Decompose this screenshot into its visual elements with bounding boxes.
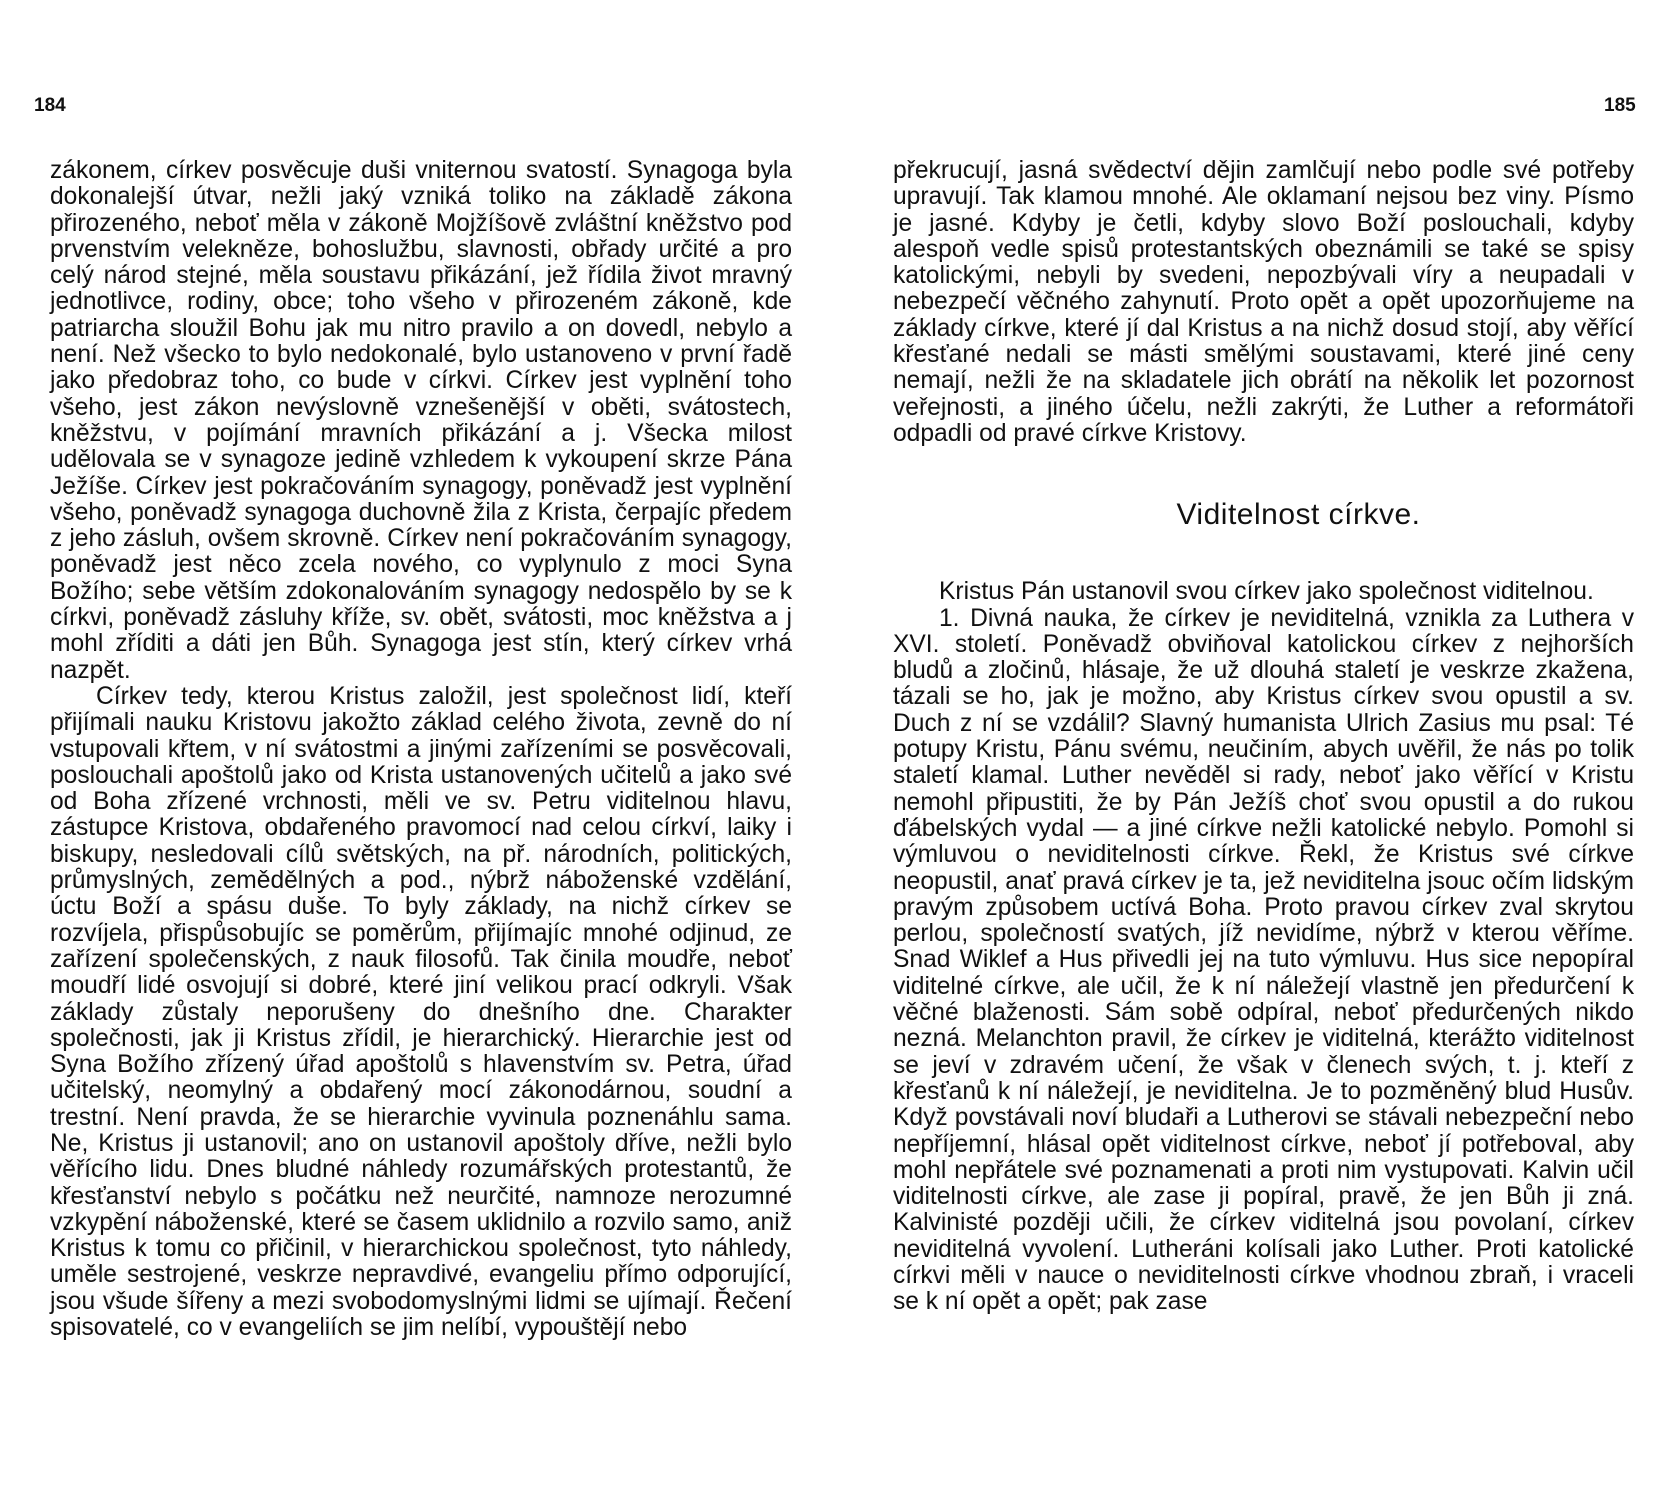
left-paragraph-continuation: zákonem, církev posvěcuje duši vniternou svatostí. Synagoga byla dokonalejší útvar, nežli jaký vzniká toliko na základě zákona přirozeného, neboť měla v zákoně Mojžíšově zvláštní kněžstvo pod prvenstvím velekněze, bohoslužbu, slavnosti, obřady určité a pro celý národ stejné, měla soustavu přikázání, jež řídila život mravný jednotlivce, rodiny, obce; toho všeho v přirozeném zákoně, kde patriarcha sloužil Bohu jak mu nitro pravilo a on dovedl, nebylo a není. Než všecko to bylo nedokonalé, bylo ustanoveno v první řadě jako předobraz toho, co bude v církvi. Církev jest vyplnění toho všeho, jest zákon nevýslovně vznešenější v oběti, svátostech, kněžstvu, v pojímání mravních přikázání a j. Všecka milost udělovala se v synagoze jedině vzhledem k vykoupení skrze Pána Ježíše. Církev jest pokračováním synagogy, poněvadž jest vyplnění všeho, poněvadž synagoga duchovně žila z Krista, čerpajíc předem z jeho zásluh, ovšem skrovně. Církev není pokračováním synagogy, poněvadž jest něco zcela nového, co vyplynulo z moci Syna Božího; sebe větším zdokonalováním synagogy nedospělo by se k církvi, poněvadž zásluhy kříže, sv. obět, svátosti, moc kněžstva a j mohl zříditi a dáti jen Bůh. Synagoga jest stín, který církev vrhá nazpět.: [50, 157, 792, 684]
right-page-text-column: [893, 158, 1634, 1316]
left-page-number: 184: [34, 95, 66, 116]
right-page-number: 185: [1604, 95, 1636, 116]
numbered-paragraph-1: 1. Divná nauka, že církev je neviditelná, vznikla za Luthera v XVI. století. Poněvadž obviňoval katolickou církev z nejhorších bludů a zločinů, hlásaje, že už dlouhá staletí je veskrze zkažena, tázali se ho, jak je možno, aby Kristus církev svou opustil a sv. Duch z ní se vzdálil? Slavný humanista Ulrich Zasius mu psal: Té potupy Kristu, Pánu svému, neučiním, abych uvěřil, že nás po tolik staletí klamal. Luther nevěděl si rady, neboť jako věřící v Kristu nemohl připustiti, že by Pán Ježíš choť svou opustil a do rukou ďábelských vydal — a jiné církve nežli katolické nebylo. Pomohl si výmluvou o neviditelnosti církve. Řekl, že Kristus své církve neopustil, anať pravá církev je ta, jež neviditelna jsouc očím lidským pravým způsobem uctívá Boha. Proto pravou církev zval skrytou perlou, společností svatých, jíž nevidíme, nýbrž v kterou věříme. Snad Wiklef a Hus přivedli jej na tuto výmluvu. Hus sice nepopíral viditelné církve, ale učil, že k ní náležejí vlastně jen předurčení k věčné blaženosti. Sám sobě odpíral, neboť předurčených nikdo nezná. Melanchton pravil, že církev je viditelná, kterážto viditelnost se jeví v zdravém učení, že však v členech svých, t. j. kteří z křesťanů k ní náležejí, je neviditelna. Je to pozměněný blud Husův. Když povstávali noví bludaři a Lutherovi se stávali nebezpeční nebo nepříjemní, hlásal opět viditelnost církve, neboť jí potřeboval, aby mohl nepřátele své poznamenati a proti nim vystupovati. Kalvin učil viditelnosti církve, ale zase ji popíral, pravě, že jen Bůh ji zná. Kalvinisté později učili, že církev viditelná jsou povolaní, církev neviditelná vyvolení. Lutheráni kolísali jako Luther. Proti katolické církvi měli v nauce o neviditelnosti církve vhodnou zbraň, i vraceli se k ní opět a opět; pak zase: [893, 604, 1634, 1316]
section-heading: Viditelnost církve.: [1176, 498, 1421, 532]
section-thesis: Kristus Pán ustanovil svou církev jako společnost viditelnou.: [939, 578, 1594, 606]
right-paragraph-continuation: překrucují, jasná svědectví dějin zamlčují nebo podle své potřeby upravují. Tak klamou mnohé. Ale oklamaní nejsou bez viny. Písmo je jasné. Kdyby je četli, kdyby slovo Boží poslouchali, kdyby alespoň vedle spisů protestantských obeznámili se také se spisy katolickými, nebyli by svedeni, nepozbývali víry a neupadali v nebezpečí věčného zahynutí. Proto opět a opět upozorňujeme na základy církve, které jí dal Kristus a na nichž dosud stojí, aby věřící křesťané nedali se másti smělými soustavami, které jiné ceny nemají, nežli že na skladatele jich obrátí na několik let pozornost veřejnosti, a jiného účelu, nežli zakrýti, že Luther a reformátoři odpadli od pravé církve Kristovy.: [893, 157, 1634, 447]
left-page-text-column: [50, 158, 792, 1341]
left-paragraph-church-society: Církev tedy, kterou Kristus založil, jest společnost lidí, kteří přijímali nauku Kristovu jakožto základ celého života, zevně do ní vstupovali křtem, v ní svátostmi a jinými zařízeními se posvěcovali, poslouchali apoštolů jako od Krista ustanovených učitelů a jako své od Boha zřízené vrchnosti, měli ve sv. Petru viditelnou hlavu, zástupce Kristova, obdařeného pravomocí nad celou církví, laiky i biskupy, nesledovali cílů světských, na př. národních, politických, průmyslných, zemědělných a pod., nýbrž náboženské vzdělání, úctu Boží a spásu duše. To byly základy, na nichž církev se rozvíjela, přispůsobujíc se poměrům, přijímajíc mnohé odjinud, ze zařízení společenských, z nauk filosofů. Tak činila moudře, neboť moudří lidé osvojují si dobré, které jiní velikou prací odkryli. Však základy zůstaly neporušeny do dnešního dne. Charakter společnosti, jak ji Kristus zřídil, je hierarchický. Hierarchie jest od Syna Božího zřízený úřad apoštolů s hlavenstvím sv. Petra, úřad učitelský, neomylný a obdařený mocí zákonodárnou, soudní a trestní. Není pravda, že se hierarchie vyvinula poznenáhlu sama. Ne, Kristus ji ustanovil; ano on ustanovil apoštoly dříve, nežli bylo věřícího lidu. Dnes bludné náhledy rozumářských protestantů, že křesťanství nebylo s počátku než neurčité, namnoze nerozumné vzkypění náboženské, které se časem uklidnilo a rozvilo samo, aniž Kristus k tomu co přičinil, v hierarchickou společnost, tyto náhledy, uměle sestrojené, veskrze nepravdivé, evangeliu přímo odporující, jsou všude šířeny a mezi svobodomyslnými lidmi se ujímají. Řečení spisovatelé, co v evangeliích se jim nelíbí, vypouštějí nebo: [50, 682, 792, 1342]
